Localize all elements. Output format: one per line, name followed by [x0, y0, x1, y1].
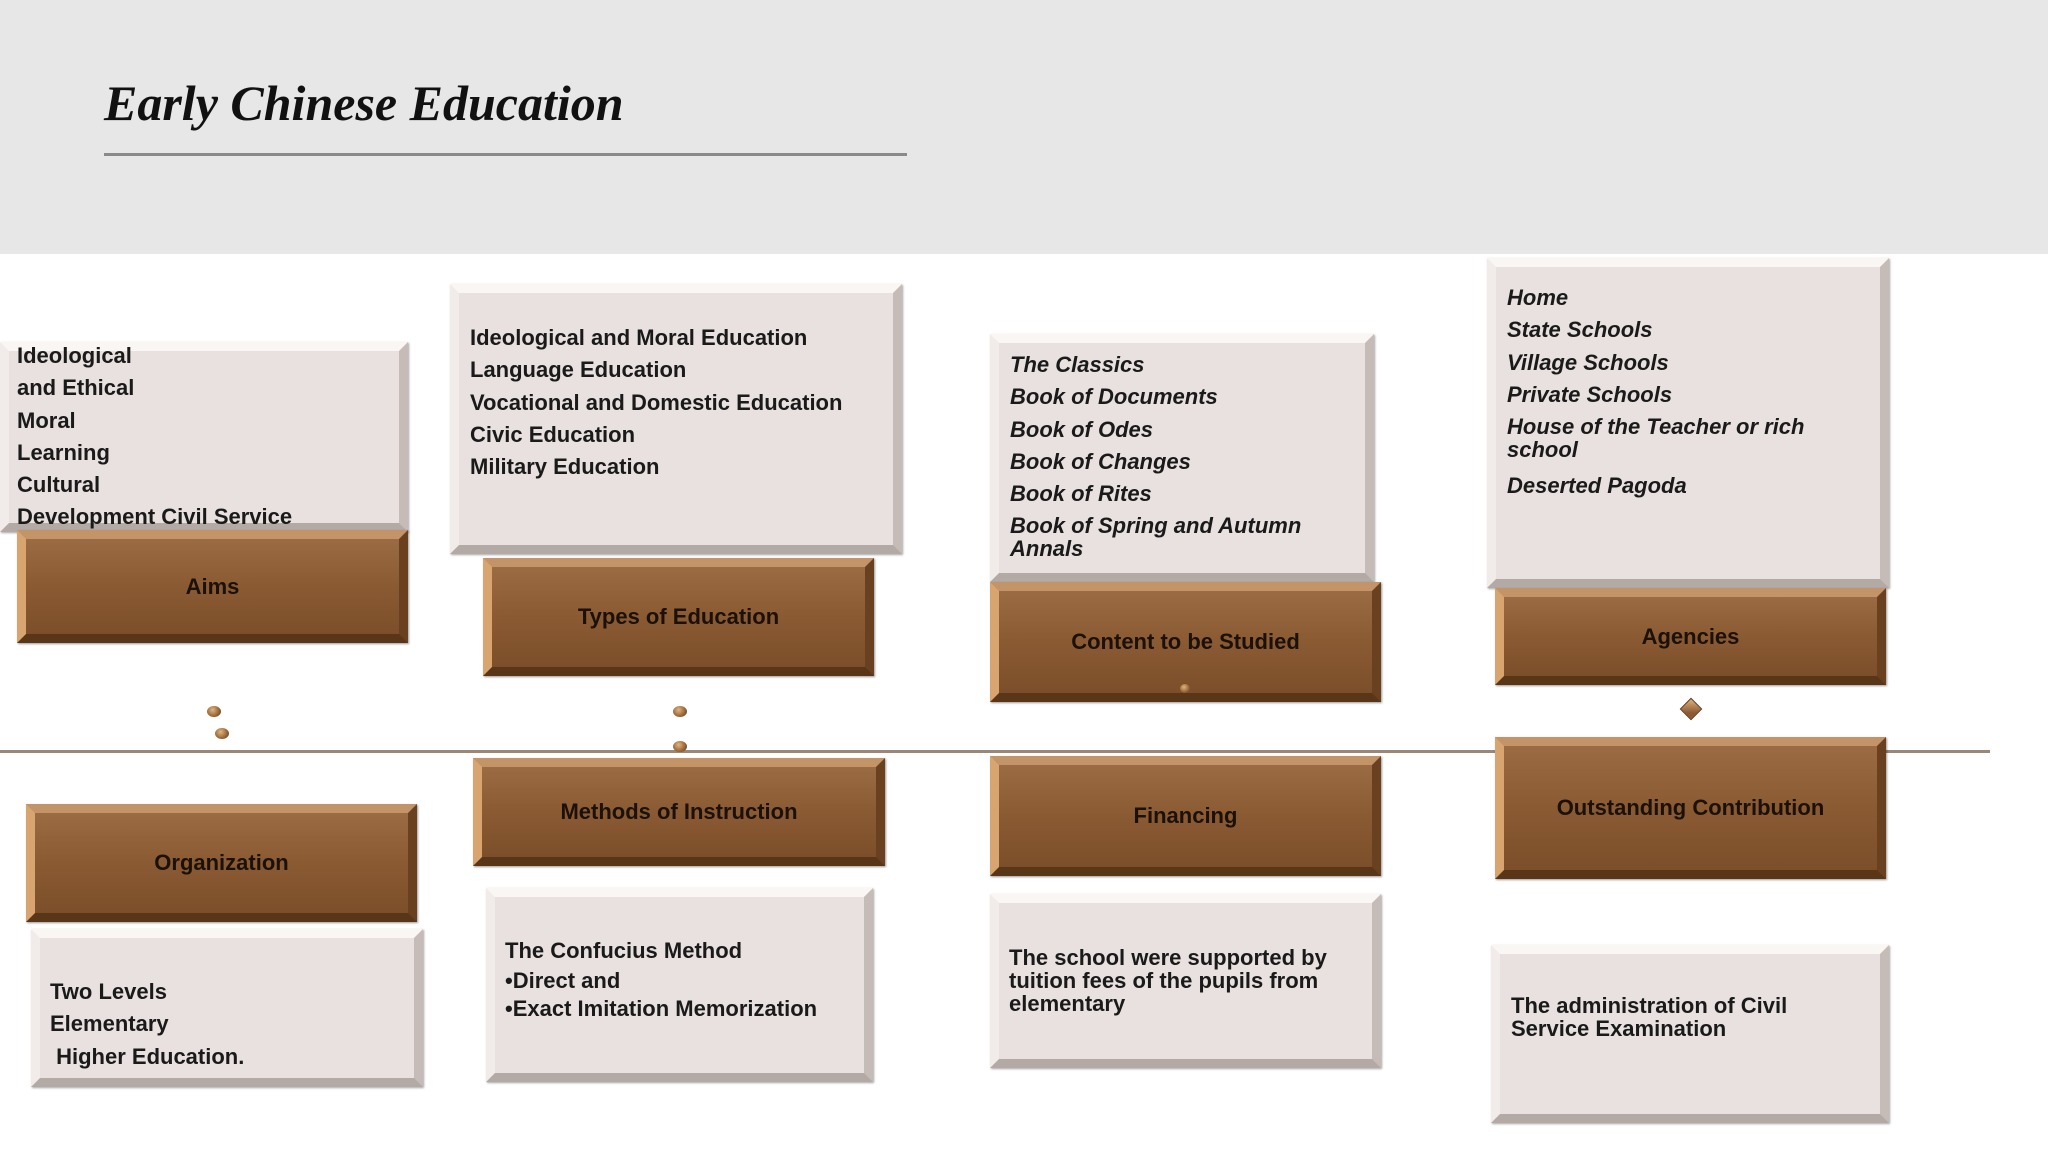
- types-of-education-label: Types of Education: [577, 604, 780, 629]
- agencies-label: Agencies: [1641, 623, 1740, 649]
- content-to-be-studied-label: Content to be Studied: [1071, 629, 1300, 654]
- methods-of-instruction-node: [473, 758, 885, 866]
- content-item: The Classics: [1010, 352, 1145, 377]
- content-list: [1010, 349, 1350, 569]
- aims-item: Development Civil Service: [17, 504, 293, 530]
- organization-item: Elementary: [50, 1011, 169, 1037]
- methods-item: •Exact Imitation Memorization: [505, 996, 818, 1021]
- aims-item: and Ethical: [17, 375, 135, 401]
- financing-label: Financing: [1133, 803, 1238, 828]
- aims-item: Ideological: [17, 343, 132, 368]
- connector-dot: [207, 706, 221, 717]
- methods-item: •Direct and: [505, 968, 621, 993]
- types-of-education-item: Military Education: [470, 454, 660, 480]
- content-item: Book of Odes: [1010, 416, 1154, 442]
- outstanding-contribution-node: [1495, 737, 1886, 879]
- page-title: Early Chinese Education: [104, 75, 624, 131]
- connector-diamond: [1680, 698, 1703, 721]
- content-item: Book of Rites: [1010, 481, 1152, 507]
- financing-text: The school were supported by tuition fees of the pupils from elementary: [1009, 945, 1327, 1016]
- agencies-item: State Schools: [1507, 317, 1653, 343]
- aims-node: [17, 530, 408, 643]
- types-of-education-item: Vocational and Domestic Education: [470, 389, 843, 415]
- methods-of-instruction-label: Methods of Instruction: [560, 799, 798, 824]
- agencies-node: [1495, 588, 1886, 685]
- title-underline: [104, 153, 907, 156]
- methods-list: [505, 935, 817, 1023]
- types-of-education-list: [470, 322, 842, 483]
- types-of-education-item: Language Education: [470, 357, 687, 383]
- agencies-item: Deserted Pagoda: [1507, 473, 1687, 499]
- agencies-item: House of the Teacher or rich school: [1507, 414, 1805, 463]
- types-of-education-item: Ideological and Moral Education: [470, 325, 808, 350]
- organization-item: Higher Education.: [50, 1043, 245, 1069]
- content-item: Book of Changes: [1010, 448, 1191, 474]
- financing-node: [990, 756, 1381, 876]
- aims-label: Aims: [185, 573, 240, 599]
- aims-list: [17, 340, 292, 534]
- agencies-list: [1507, 282, 1867, 502]
- aims-item: Cultural: [17, 472, 101, 498]
- agencies-item: Village Schools: [1507, 349, 1669, 375]
- methods-item: The Confucius Method: [505, 938, 743, 963]
- outstanding-contribution-label: Outstanding Contribution: [1556, 795, 1825, 820]
- organization-node: [26, 804, 417, 922]
- organization-item: Two Levels: [50, 979, 167, 1004]
- agencies-item: Home: [1507, 285, 1569, 310]
- types-of-education-node: [483, 558, 874, 676]
- content-item: Book of Documents: [1010, 384, 1218, 410]
- agencies-item: Private Schools: [1507, 381, 1673, 407]
- connector-dot: [673, 741, 687, 752]
- organization-label: Organization: [154, 850, 289, 875]
- connector-dot: [673, 706, 687, 717]
- connector-dot: [1180, 684, 1190, 693]
- types-of-education-item: Civic Education: [470, 421, 636, 447]
- aims-item: Learning: [17, 439, 110, 465]
- content-item: Book of Spring and Autumn Annals: [1010, 513, 1302, 562]
- organization-list: [50, 976, 244, 1073]
- aims-item: Moral: [17, 407, 76, 433]
- connector-dot: [215, 728, 229, 739]
- outstanding-contribution-text: The administration of Civil Service Examination: [1511, 993, 1788, 1041]
